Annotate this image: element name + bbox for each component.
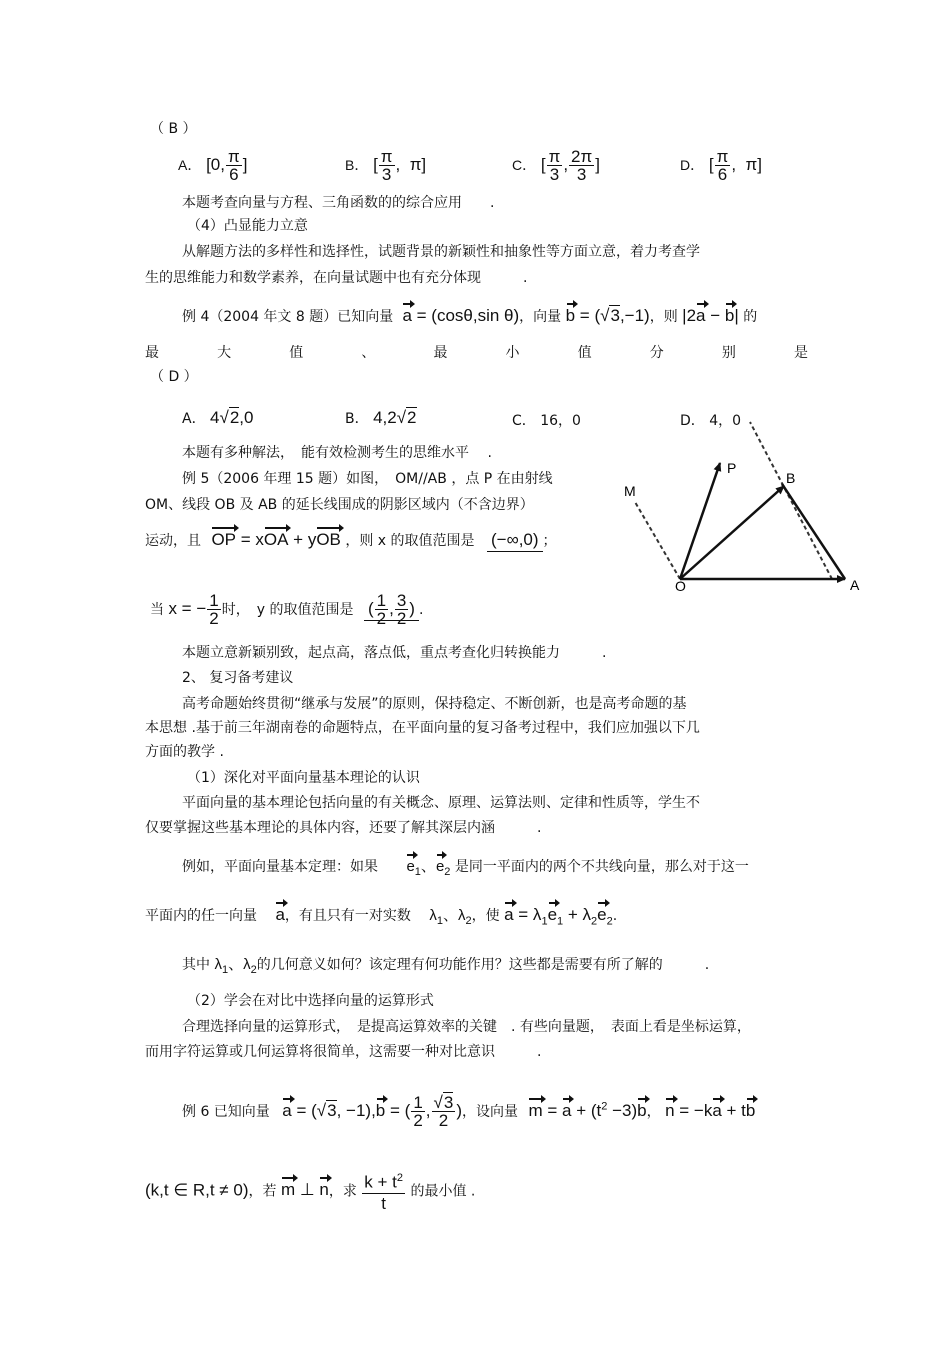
ex4-line1	[182, 306, 757, 327]
sub1-p2: 仅要掌握这些基本理论的具体内容，还要了解其深层内涵 .	[145, 820, 542, 836]
ex4-mid: ，向量	[519, 309, 562, 325]
prev-option-c-label: C．	[512, 156, 537, 173]
ex4-then: ，则	[649, 309, 678, 325]
ex6-lead: 例 6 已知向量	[182, 1103, 270, 1120]
vector-figure	[600, 400, 870, 600]
ex4-tail: 的	[743, 309, 758, 325]
ex4-option-c: C． 16，0	[512, 413, 581, 429]
ex5-line4	[150, 592, 423, 627]
ex6-vector-n: n = −ka + tb	[665, 1100, 756, 1120]
sub1-p4-mid: ，有且只有一对实数	[284, 908, 411, 924]
sub1-p3	[182, 857, 749, 882]
sec4-para2: 生的思维能力和数学素养，在向量试题中也有充分体现 .	[145, 270, 528, 286]
sec2-p2: 本思想 .基于前三年湖南卷的命题特点，在平面向量的复习备考过程中，我们应加强以下几	[145, 720, 700, 736]
ex4-spread-char: 小	[505, 345, 520, 361]
ex4-spread-char: 最	[433, 345, 448, 361]
sub2-p2: 而用字符运算或几何运算将很简单，这需要一种对比意识 .	[145, 1044, 542, 1060]
sub1-p4-end: .	[612, 908, 618, 924]
sub1-p3-post: 是同一平面内的两个不共线向量，那么对于这一	[454, 859, 749, 875]
ex4-option-a: A． 4√2,0	[182, 408, 254, 427]
sec4-para1: 从解题方法的多样性和选择性，试题背景的新颖性和抽象性等方面立意，着力考查学	[182, 244, 700, 260]
sub1-lambdas: $\lambda_1$、$\lambda_2$	[429, 907, 472, 927]
label-p: P	[727, 460, 737, 476]
prev-option-b: B． [ $\frac{\pi}{3}$ , π]	[345, 147, 427, 184]
ex6-target: $\frac{k + t^2}{t}$	[361, 1180, 406, 1199]
ex4-option-b: B． 4,2√2	[345, 408, 417, 427]
ex5-line3	[145, 530, 557, 551]
sub1-vector-a: a	[275, 905, 285, 924]
sub1-p5-lambdas: $\lambda_1$、$\lambda_2$	[214, 956, 257, 976]
ex6-line2	[145, 1168, 475, 1214]
ex4-spread-char: 大	[217, 345, 232, 361]
ex6-if: ，若	[248, 1183, 277, 1200]
ex6-tail: 的最小值 .	[410, 1183, 476, 1200]
ex5-y-range: ( $\frac{1}{2}$ , $\frac{3}{2}$ )	[364, 599, 419, 621]
ex5-line1: 例 5（2006 年理 15 题）如图， OM//AB ，点 P 在由射线	[182, 471, 553, 487]
prev-option-a-label: A．	[178, 156, 202, 173]
ab-extension	[750, 422, 832, 579]
ex6-mid: ，设向量	[462, 1103, 518, 1120]
ex5-line4-end: .	[418, 601, 424, 618]
ex5-equation: OP = xOA + yOB	[211, 530, 341, 549]
prev-option-d: D． [ $\frac{\pi}{6}$ , π]	[680, 147, 762, 184]
label-a: A	[850, 577, 860, 593]
sec2-heading: 2、 复习备考建议	[182, 670, 294, 686]
ex4-spread-char: 、	[361, 345, 376, 361]
ex4-vector-a: a = (cosθ,sin θ)	[402, 306, 520, 325]
ex5-line4-mid: 时， y 的取值范围是	[221, 601, 354, 618]
ex6-vectors-ab: a = (√3, −1),b = ( $\frac{1}{2}$ , $\frac{√3}{2}$ )	[282, 1093, 462, 1130]
ex4-option-d: D． 4，0	[680, 413, 742, 429]
ex6-perp: m ⊥ n	[280, 1180, 329, 1200]
ex4-answer: （ D ）	[150, 369, 198, 385]
sub1-p4-pre: 平面内的任一向量	[145, 908, 257, 924]
ray-om	[635, 502, 680, 579]
prev-answer: （ B ）	[150, 121, 197, 137]
sub1-heading: （1）深化对平面向量基本理论的认识	[187, 770, 420, 786]
ex5-line3-end: ；	[542, 533, 557, 549]
ex5-line4-pre: 当	[150, 601, 164, 618]
ex4-lead: 例 4（2004 年文 8 题）已知向量	[182, 309, 394, 325]
label-o: O	[675, 578, 686, 594]
prev-note: 本题考查向量与方程、三角函数的的综合应用 .	[182, 195, 495, 211]
sub1-p4	[145, 905, 617, 931]
label-b: B	[786, 470, 796, 486]
label-m: M	[624, 483, 636, 499]
prev-option-c: C． [ $\frac{\pi}{3}$ , $\frac{2\pi}{3}$ ]	[512, 147, 600, 184]
ex4-spread-char: 分	[649, 345, 664, 361]
ex5-x-value: x = − $\frac{1}{2}$	[168, 591, 219, 628]
ex4-spread-char: 最	[145, 345, 159, 361]
sub1-p5-post: 的几何意义如何？该定理有何功能作用？这些都是需要有所了解的 .	[256, 957, 710, 973]
ex4-vector-b: b = (√3,−1)	[565, 306, 650, 325]
prev-option-d-label: D．	[680, 156, 705, 173]
ex6-sep: ，	[646, 1103, 661, 1120]
ex6-condition: (k,t ∈ R,t ≠ 0)	[145, 1180, 249, 1200]
sub1-p1: 平面向量的基本理论包括向量的有关概念、原理、运算法则、定律和性质等，学生不	[182, 795, 700, 811]
sub2-heading: （2）学会在对比中选择向量的运算形式	[187, 993, 434, 1009]
sub1-p5	[182, 955, 709, 980]
ex5-note: 本题立意新颖别致，起点高，落点低，重点考查化归转换能力 .	[182, 645, 607, 661]
sec2-p1: 高考命题始终贯彻“继承与发展”的原则，保持稳定、不断创新，也是高考命题的基	[182, 696, 687, 712]
ex6-vector-m: $m = a + (t^2 -3)b$	[528, 1100, 647, 1120]
ex4-spread-line	[145, 343, 808, 363]
sub1-decomposition: $a = \lambda_1e_1 + \lambda_2e_2$	[504, 905, 613, 928]
prev-option-a: A． [0, $\frac{\pi}{6}$ ]	[178, 147, 248, 184]
ex4-note: 本题有多种解法， 能有效检测考生的思维水平 .	[182, 445, 492, 461]
ex4-abs-expr: |2a − b|	[682, 306, 739, 325]
sub1-p5-pre: 其中	[182, 957, 210, 973]
sub1-basis-vectors: $e_1$、$e_2$	[406, 858, 451, 878]
ex5-x-range: (−∞,0)	[487, 530, 543, 552]
sub1-p4-so: ，使	[471, 908, 500, 924]
ex6-ask: ，求	[328, 1183, 357, 1200]
ex4-spread-char: 是	[793, 345, 808, 361]
ex4-spread-char: 值	[577, 345, 592, 361]
ex6-line1	[182, 1094, 755, 1129]
sub2-p1: 合理选择向量的运算形式， 是提高运算效率的关键 . 有些向量题， 表面上看是坐标运算，	[182, 1019, 751, 1035]
ex5-line3-pre: 运动，且	[145, 533, 201, 549]
sec2-p3: 方面的教学 .	[145, 744, 224, 760]
prev-option-b-label: B．	[345, 156, 369, 173]
sub1-p3-pre: 例如，平面向量基本定理：如果	[182, 859, 378, 875]
sec4-heading: （4）凸显能力立意	[187, 218, 308, 234]
ex4-spread-char: 值	[289, 345, 304, 361]
ex5-line2: OM、线段 OB 及 AB 的延长线围成的阴影区域内（不含边界）	[145, 497, 534, 513]
ex5-line3-post: ，则 x 的取值范围是	[345, 533, 475, 549]
segment-ab	[782, 484, 845, 579]
ex4-spread-char: 别	[721, 345, 736, 361]
